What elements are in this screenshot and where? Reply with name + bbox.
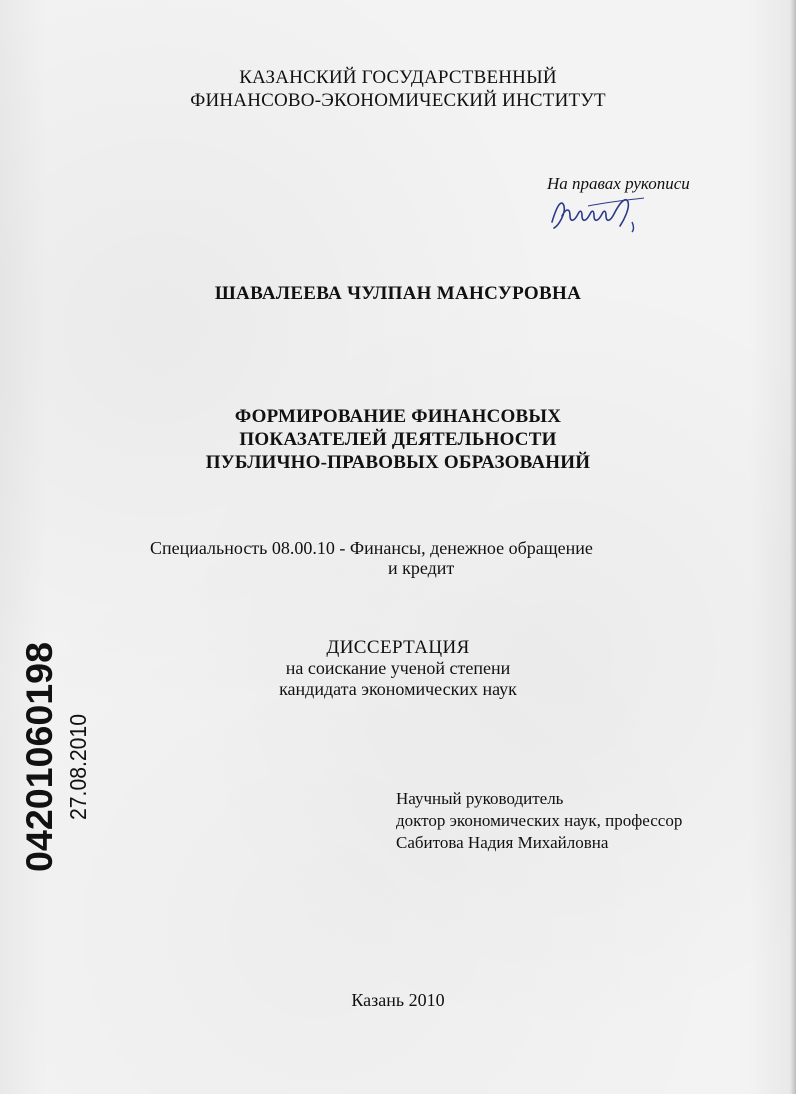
specialty-line-1: Специальность 08.00.10 - Финансы, денежное обращение [150, 538, 593, 558]
advisor-line-1: Научный руководитель [396, 789, 564, 808]
handwritten-signature [548, 192, 648, 234]
stamp-date: 27.08.2010 [65, 704, 91, 820]
city-year: Казань 2010 [351, 990, 445, 1010]
dissertation-heading: ДИССЕРТАЦИЯ [326, 637, 470, 658]
advisor-line-3: Сабитова Надия Михайловна [396, 833, 609, 852]
manuscript-note: На правах рукописи [547, 174, 690, 193]
institution-line-2: ФИНАНСОВО-ЭКОНОМИЧЕСКИЙ ИНСТИТУТ [190, 90, 606, 111]
library-stamp [8, 640, 98, 875]
specialty-line-2: и кредит [388, 558, 455, 578]
dissertation-block [0, 637, 796, 700]
institution-block [0, 66, 796, 112]
dissertation-line-1: на соискание ученой степени [285, 658, 511, 678]
advisor-line-2: доктор экономических наук, профессор [396, 811, 683, 830]
author-name: ШАВАЛЕЕВА ЧУЛПАН МАНСУРОВНА [214, 283, 582, 304]
institution-line-1: КАЗАНСКИЙ ГОСУДАРСТВЕННЫЙ [239, 67, 557, 88]
dissertation-title [0, 405, 796, 474]
title-line-1: ФОРМИРОВАНИЕ ФИНАНСОВЫХ [234, 406, 562, 427]
page-edge-shadow [790, 0, 796, 1094]
advisor-block [396, 788, 682, 854]
title-line-3: ПУБЛИЧНО-ПРАВОВЫХ ОБРАЗОВАНИЙ [205, 452, 591, 473]
stamp-number: 04201060198 [19, 645, 60, 872]
dissertation-line-2: кандидата экономических наук [279, 679, 517, 699]
title-line-2: ПОКАЗАТЕЛЕЙ ДЕЯТЕЛЬНОСТИ [239, 429, 557, 450]
